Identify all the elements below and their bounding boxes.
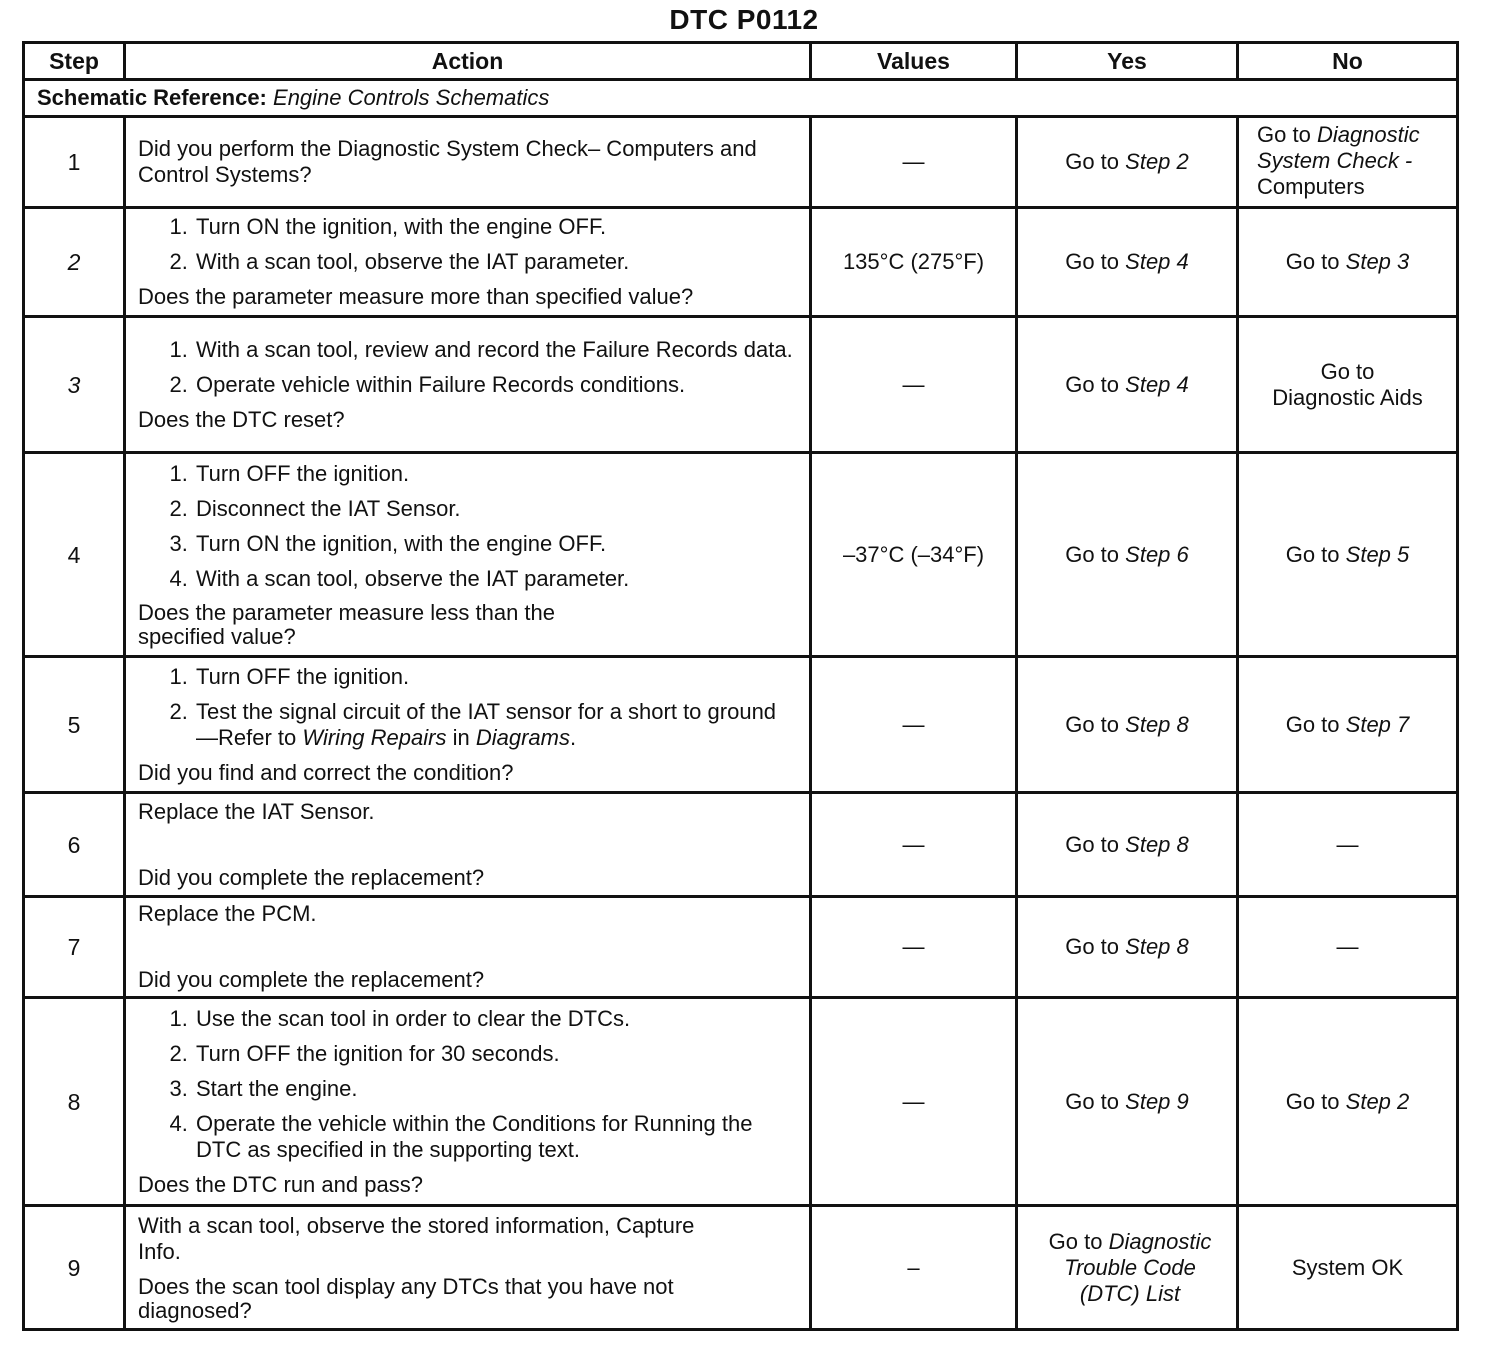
- no-cell: [1238, 208, 1458, 317]
- action-text: Replace the IAT Sensor.: [138, 798, 375, 824]
- action-question: Does the DTC reset?: [138, 406, 345, 432]
- no-cell: [1238, 657, 1458, 793]
- table-row: [24, 453, 1458, 657]
- yes-cell: [1017, 1206, 1238, 1330]
- goto-prefix: Go to: [1257, 122, 1311, 147]
- list-item: 1. Use the scan tool in order to clear the DTCs.: [194, 1006, 797, 1032]
- step-number: 1: [24, 117, 125, 208]
- no-cell: [1238, 317, 1458, 453]
- goto-link-suffix[interactable]: Computers: [1257, 174, 1365, 199]
- yes-cell: [1017, 208, 1238, 317]
- action-steps-list: [138, 461, 797, 592]
- goto-link[interactable]: Step 2: [1345, 1088, 1410, 1114]
- list-item-text: Test the signal circuit of the IAT sensor for a short to ground—Refer to: [196, 698, 777, 750]
- schematic-label: Schematic Reference:: [37, 85, 267, 110]
- action-question: Does the DTC run and pass?: [138, 1171, 423, 1197]
- table-row: [24, 657, 1458, 793]
- list-item: 4. Operate the vehicle within the Conditions for Running the DTC as specified in the supporting text.: [194, 1111, 797, 1163]
- goto-prefix: Go to: [1285, 711, 1340, 737]
- goto-link[interactable]: Step 9: [1125, 1088, 1189, 1114]
- goto-prefix: Go to: [1065, 541, 1120, 567]
- list-item: 1. Turn ON the ignition, with the engine OFF.: [194, 214, 797, 240]
- list-item-text: in: [452, 724, 470, 750]
- list-item: [194, 699, 797, 751]
- table-row: [24, 998, 1458, 1206]
- goto-prefix: Go to: [1065, 249, 1120, 274]
- goto-link[interactable]: Step 2: [1125, 149, 1189, 174]
- action-question: Does the parameter measure more than specified value?: [138, 284, 694, 309]
- list-item: 2. Disconnect the IAT Sensor.: [194, 496, 797, 522]
- step-number: 8: [24, 998, 125, 1206]
- value-cell: –: [811, 1206, 1017, 1330]
- goto-prefix: Go to: [1285, 541, 1340, 567]
- goto-link[interactable]: Step 6: [1125, 541, 1189, 567]
- schematic-reference-row: [24, 80, 1458, 117]
- action-steps-list: [138, 337, 797, 398]
- action-text: Replace the PCM.: [138, 901, 317, 926]
- goto-link[interactable]: Diagnostic Trouble Code (DTC) List: [1064, 1228, 1212, 1306]
- list-item: 4. With a scan tool, observe the IAT parameter.: [194, 566, 797, 592]
- no-cell: —: [1238, 897, 1458, 998]
- goto-link[interactable]: Step 8: [1125, 934, 1189, 959]
- table-row: [24, 1206, 1458, 1330]
- goto-prefix: Go to: [1320, 358, 1375, 384]
- action-question: Does the parameter measure less than the specified value?: [138, 599, 556, 649]
- goto-prefix: Go to: [1065, 1088, 1120, 1114]
- value-cell: —: [811, 657, 1017, 793]
- action-steps-list: [138, 664, 797, 751]
- list-item: 1. Turn OFF the ignition.: [194, 461, 797, 487]
- goto-link[interactable]: Step 4: [1125, 249, 1189, 274]
- header-no: No: [1238, 43, 1458, 80]
- action-question: Did you complete the replacement?: [138, 864, 485, 890]
- diagnostic-table: [22, 41, 1459, 1331]
- step-number: 6: [24, 793, 125, 897]
- action-text: Did you perform the Diagnostic System Check– Computers and Control Systems?: [138, 136, 757, 187]
- no-cell: —: [1238, 793, 1458, 897]
- header-yes: Yes: [1017, 43, 1238, 80]
- wiring-repairs-link[interactable]: Wiring Repairs: [302, 724, 447, 750]
- table-row: [24, 793, 1458, 897]
- value-cell: —: [811, 998, 1017, 1206]
- action-question: Does the scan tool display any DTCs that you have not diagnosed?: [138, 1273, 674, 1323]
- list-item: 2. With a scan tool, observe the IAT parameter.: [194, 249, 797, 275]
- list-item-text: .: [569, 724, 577, 750]
- action-cell: [125, 117, 811, 208]
- step-number: 2: [24, 208, 125, 317]
- action-cell: [125, 998, 811, 1206]
- action-cell: [125, 317, 811, 453]
- goto-prefix: Go to: [1065, 371, 1120, 397]
- step-number: 9: [24, 1206, 125, 1330]
- table-row: [24, 897, 1458, 998]
- value-cell: —: [811, 117, 1017, 208]
- action-cell: [125, 897, 811, 998]
- goto-prefix: Go to: [1065, 934, 1120, 959]
- goto-prefix: Go to: [1285, 249, 1340, 274]
- table-row: [24, 117, 1458, 208]
- list-item: 2. Turn OFF the ignition for 30 seconds.: [194, 1041, 797, 1067]
- action-steps-list: [138, 214, 797, 275]
- yes-cell: [1017, 453, 1238, 657]
- list-item: 1. Turn OFF the ignition.: [194, 664, 797, 690]
- list-item: 3. Turn ON the ignition, with the engine OFF.: [194, 531, 797, 557]
- yes-cell: [1017, 117, 1238, 208]
- step-number: 4: [24, 453, 125, 657]
- header-action: Action: [125, 43, 811, 80]
- yes-cell: [1017, 897, 1238, 998]
- goto-prefix: Go to: [1065, 831, 1120, 857]
- action-cell: [125, 793, 811, 897]
- goto-prefix: Go to: [1285, 1088, 1340, 1114]
- yes-cell: [1017, 793, 1238, 897]
- goto-link[interactable]: Step 4: [1125, 371, 1189, 397]
- goto-link[interactable]: Step 7: [1345, 711, 1410, 737]
- no-cell: [1238, 117, 1458, 208]
- goto-link[interactable]: Step 8: [1125, 831, 1189, 857]
- action-question: Did you complete the replacement?: [138, 967, 485, 992]
- action-cell: [125, 208, 811, 317]
- table-row: [24, 208, 1458, 317]
- step-number: 5: [24, 657, 125, 793]
- step-number: 3: [24, 317, 125, 453]
- header-step: Step: [24, 43, 125, 80]
- action-cell: [125, 1206, 811, 1330]
- header-values: Values: [811, 43, 1017, 80]
- step-number: 7: [24, 897, 125, 998]
- action-text: With a scan tool, observe the stored information, Capture Info.: [138, 1212, 695, 1264]
- yes-cell: [1017, 657, 1238, 793]
- value-cell: —: [811, 793, 1017, 897]
- value-cell: —: [811, 317, 1017, 453]
- goto-link[interactable]: Step 5: [1345, 541, 1410, 567]
- goto-prefix: Go to: [1065, 711, 1120, 737]
- table-row: [24, 317, 1458, 453]
- value-cell: 135°C (275°F): [811, 208, 1017, 317]
- goto-prefix: Go to: [1065, 149, 1120, 174]
- no-cell: System OK: [1238, 1206, 1458, 1330]
- action-cell: [125, 453, 811, 657]
- goto-prefix: Go to: [1048, 1228, 1103, 1254]
- page-title: DTC P0112: [669, 4, 819, 35]
- goto-link[interactable]: Diagnostic System Check -: [1257, 122, 1420, 173]
- header-row: [24, 43, 1458, 80]
- diagrams-link[interactable]: Diagrams: [475, 724, 570, 750]
- schematic-link[interactable]: Engine Controls Schematics: [273, 85, 550, 110]
- schematic-reference: [24, 80, 1458, 117]
- no-cell: [1238, 998, 1458, 1206]
- value-cell: —: [811, 897, 1017, 998]
- list-item: 2. Operate vehicle within Failure Records conditions.: [194, 372, 797, 398]
- action-cell: [125, 657, 811, 793]
- yes-cell: [1017, 998, 1238, 1206]
- action-question: Did you find and correct the condition?: [138, 759, 514, 785]
- list-item: 1. With a scan tool, review and record the Failure Records data.: [194, 337, 797, 363]
- goto-link[interactable]: Step 3: [1345, 249, 1410, 274]
- action-steps-list: [138, 1006, 797, 1163]
- no-cell: [1238, 453, 1458, 657]
- goto-link[interactable]: Diagnostic Aids: [1272, 384, 1423, 410]
- goto-link[interactable]: Step 8: [1125, 711, 1189, 737]
- yes-cell: [1017, 317, 1238, 453]
- value-cell: –37°C (–34°F): [811, 453, 1017, 657]
- list-item: 3. Start the engine.: [194, 1076, 797, 1102]
